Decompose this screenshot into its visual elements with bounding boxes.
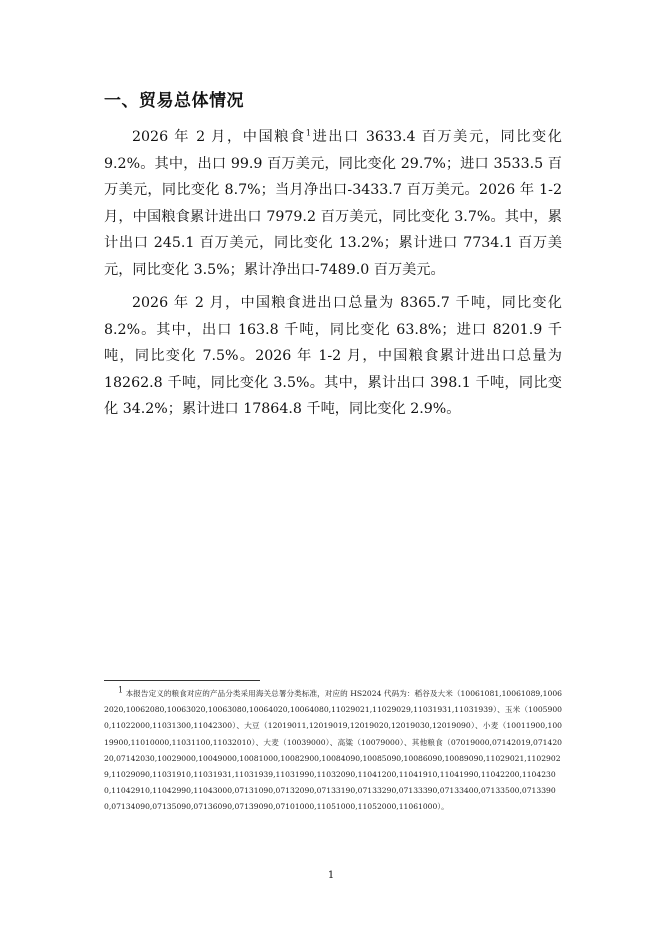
footnote-text: 本报告定义的粮食对应的产品分类采用海关总署分类标准，对应的 HS2024 代码为：稻谷及大米（10061081,10061089,10062020,10062080,10063020,10063080,10064020,10064080,11029021,11029029,11031931,11031939）、玉米（10059000,11022000,11031300,11042300）、大豆（12019011,12019019,12019020,12019030,12019090）、小麦（10011900,10019900,11010000,11031100,11032010）、大麦（10039000）、高粱（10079000）、其他粮食（07019000,07142019,07142020,07142030,10029000,10049000,10081000,10082900,10084090,10085090,10086090,10089090,11029021,11029029,11029090,11031910,11031931,11031939,11031990,11032090,11041200,11041910,11041990,11042200,11042300,11042910,11042990,11043000,07131090,07132090,07133190,07133290,07133390,07133400,07133500,07133900,07134090,07135090,07136090,07139090,07101000,11051000,11052000,11061000）。 xyxy=(104,689,562,812)
section-heading: 一、贸易总体情况 xyxy=(104,91,244,111)
footnote-divider xyxy=(104,680,260,681)
footnote xyxy=(104,686,562,816)
paragraph-text: 2026 年 2 月，中国粮食进出口总量为 8365.7 千吨，同比变化 8.2%。其中，出口 163.8 千吨，同比变化 63.8%；进口 8201.9 千吨，同比变化 7.5%。2026 年 1-2 月，中国粮食累计进出口总量为 18262.8 千吨，同比变化 3.5%。其中，累计出口 398.1 千吨，同比变化 34.2%；累计进口 17864.8 千吨，同比变化 2.9%。 xyxy=(104,295,562,417)
paragraph-text-rest: 进出口 3633.4 百万美元，同比变化 9.2%。其中，出口 99.9 百万美元，同比变化 29.7%；进口 3533.5 百万美元，同比变化 8.7%；当月净出口-3433.7 百万美元。2026 年 1-2 月，中国粮食累计进出口 7979.2 百万美元，同比变化 3.7%。其中，累计出口 245.1 百万美元，同比变化 13.2%；累计进口 7734.1 百万美元，同比变化 3.5%；累计净出口-7489.0 百万美元。 xyxy=(104,129,562,278)
paragraph-text-start: 2026 年 2 月，中国粮食 xyxy=(132,129,306,145)
paragraph-trade-volume xyxy=(104,290,562,423)
footnote-marker: 1 xyxy=(118,685,124,695)
paragraph-trade-value xyxy=(104,124,562,283)
footnote-reference[interactable]: 1 xyxy=(305,128,311,138)
page-number: 1 xyxy=(327,870,335,881)
